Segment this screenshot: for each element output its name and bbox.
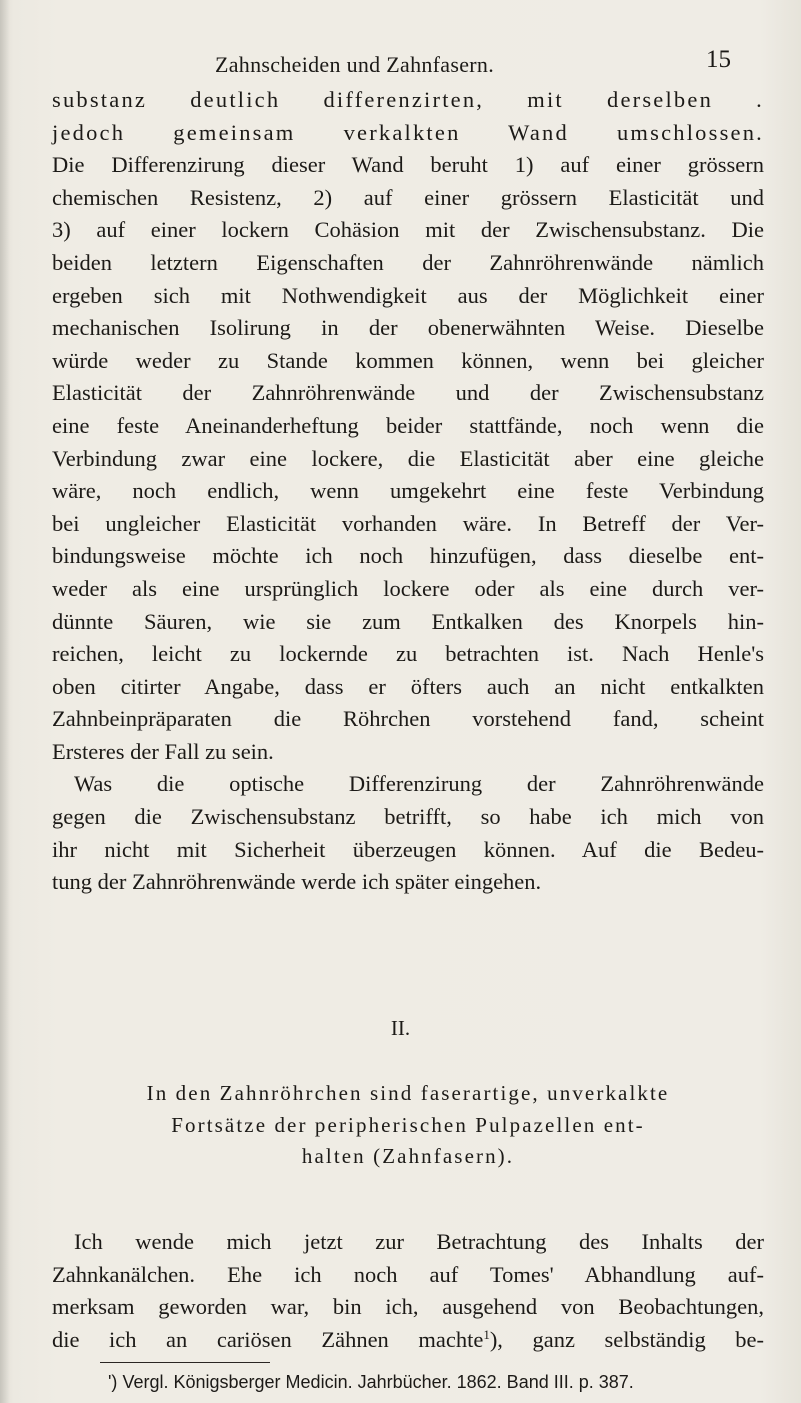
text-line: Verbindung zwar eine lockere, die Elasticität aber eine gleiche <box>52 445 764 471</box>
footnote-rule <box>100 1362 270 1363</box>
text-line: würde weder zu Stande kommen können, wenn bei gleicher <box>52 347 764 373</box>
text-line: dünnte Säuren, wie sie zum Entkalken des Knorpels hin- <box>52 608 764 634</box>
text-line: jedoch gemeinsam verkalkten Wand umschlossen. <box>52 119 764 145</box>
text-line: bindungsweise möchte ich noch hinzufügen, dass dieselbe ent- <box>52 543 764 569</box>
text-line: eine feste Aneinanderheftung beider stattfände, noch wenn die <box>52 412 764 438</box>
text-line: bei ungleicher Elasticität vorhanden wäre. In Betreff der Ver- <box>52 510 764 536</box>
text-line: ergeben sich mit Nothwendigkeit aus der Möglichkeit einer <box>52 282 764 308</box>
section-thesis <box>70 1078 746 1173</box>
text-line: ihr nicht mit Sicherheit überzeugen können. Auf die Bedeu- <box>52 836 764 862</box>
text-line: oben citirter Angabe, dass er öfters auch an nicht entkalkten <box>52 673 764 699</box>
text-line: reichen, leicht zu lockernde zu betrachten ist. Nach Henle's <box>52 641 764 667</box>
gutter-shadow <box>0 0 10 1403</box>
text-line <box>52 1324 764 1357</box>
running-head <box>0 46 801 86</box>
text-line: Zahnbeinpräparaten die Röhrchen vorstehend fand, scheint <box>52 706 764 732</box>
thesis-line: In den Zahnröhrchen sind faserartige, unverkalkte <box>146 1081 670 1105</box>
text-line: beiden letztern Eigenschaften der Zahnröhrenwände nämlich <box>52 249 764 275</box>
text-line: mechanischen Isolirung in der obenerwähnten Weise. Dieselbe <box>52 315 764 341</box>
text-line: gegen die Zwischensubstanz betrifft, so habe ich mich von <box>52 804 764 830</box>
text-line: substanz deutlich differenzirten, mit derselben . <box>52 87 764 112</box>
footnote <box>108 1370 768 1394</box>
text-line: wäre, noch endlich, wenn umgekehrt eine feste Verbindung <box>52 478 764 504</box>
thesis-line: Fortsätze der peripherischen Pulpazellen ent- <box>171 1112 645 1137</box>
text-line: Die Differenzirung dieser Wand beruht 1) auf einer grössern <box>52 152 764 178</box>
text-line: Ersteres der Fall zu sein. <box>52 738 274 764</box>
footnote-reference: 1 <box>483 1326 490 1342</box>
body-text-continued <box>52 1226 764 1356</box>
text-line: weder als eine ursprünglich lockere oder als eine durch ver- <box>52 575 764 601</box>
running-title: Zahnscheiden und Zahnfasern. <box>215 52 495 77</box>
body-text <box>52 84 764 899</box>
text-line: Elasticität der Zahnröhrenwände und der Zwischensubstanz <box>52 380 764 406</box>
footnote-text: Vergl. Königsberger Medicin. Jahrbücher. 1862. Band III. p. 387. <box>122 1372 634 1392</box>
section-numeral: II. <box>390 1016 411 1040</box>
text-line: Was die optische Differenzirung der Zahnröhrenwände <box>74 771 764 797</box>
text-fragment: die ich an cariösen Zähnen machte <box>52 1326 484 1352</box>
text-fragment: ), ganz selbständig be- <box>489 1326 764 1352</box>
thesis-line: halten (Zahnfasern). <box>301 1144 515 1168</box>
text-line: 3) auf einer lockern Cohäsion mit der Zwischensubstanz. Die <box>52 217 764 243</box>
text-line: merksam geworden war, bin ich, ausgehend von Beobachtungen, <box>52 1294 764 1320</box>
text-line: chemischen Resistenz, 2) auf einer grössern Elasticität und <box>52 184 764 210</box>
text-line: Ich wende mich jetzt zur Betrachtung des Inhalts der <box>74 1229 764 1254</box>
page-number: 15 <box>706 46 731 73</box>
footnote-marker: ') <box>108 1372 118 1392</box>
text-line: tung der Zahnröhrenwände werde ich später eingehen. <box>52 869 542 895</box>
text-line: Zahnkanälchen. Ehe ich noch auf Tomes' Abhandlung auf- <box>52 1261 764 1287</box>
